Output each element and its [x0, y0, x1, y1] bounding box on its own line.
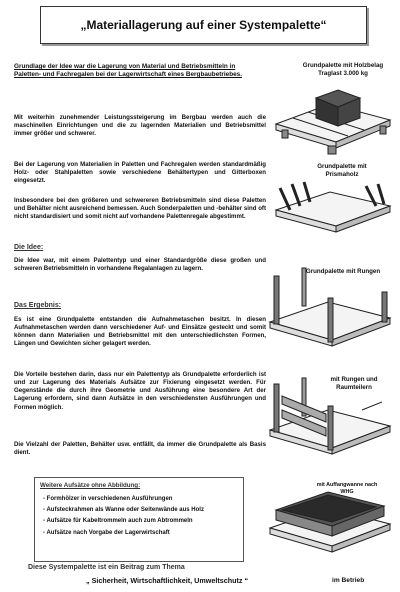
caption-pallet-wood: Grundpalette mit Holzbelag Traglast 3.000 kg — [302, 62, 384, 77]
pallet-dividers-illustration — [262, 370, 398, 458]
intro-text: Grundlage der Idee war die Lagerung von Material und Betriebsmitteln in Paletten- und Fachregalen bei der Lagerwirtschaft eines Bergbaubetriebes. — [14, 63, 242, 79]
paragraph-3: Insbesondere bei den größeren und schwereren Betriebsmitteln sind diese Paletten und Behälter nicht ausreichend bemessen. Auch Sonderpaletten und -behälter sind oft nicht standardisiert und somit nicht auf vorhandene Palettenregale abgestimmt. — [14, 197, 266, 221]
list-item: - Formhölzer in verschiedenen Ausführungen — [43, 494, 204, 505]
caption-collecting-tray: mit Auffangwanne nach WHG — [316, 482, 378, 495]
attachments-list — [43, 494, 204, 539]
pallet-wood-deck-illustration — [268, 82, 398, 157]
paragraph-1: Mit weiterhin zunehmender Leistungssteigerung im Bergbau werden auch die maschinellen Einrichtungen und die zu lagernden Materialien und Betriebsmittel immer größer und schwerer. — [14, 114, 266, 138]
footer-line-2: „ Sicherheit, Wirtschaftlichkeit, Umweltschutz “ — [86, 576, 249, 585]
idee-heading: Die Idee: — [14, 244, 44, 251]
list-item: - Aufsätze nach Vorgabe der Lagerwirtschaft — [43, 528, 204, 539]
caption-stakes-dividers: mit Rungen und Raumteilern — [330, 376, 378, 391]
idee-text: Die Idee war, mit einem Palettentyp und einer Standardgröße diese großen und schweren Betriebsmitteln in vorhandene Regalanlagen zu lagern. — [14, 257, 266, 273]
footer-line-3: im Betrieb — [332, 577, 365, 584]
title-box — [40, 6, 367, 44]
caption-pallet-prism: Grundpalette mit Prismaholz — [317, 163, 367, 178]
box-title: Weitere Aufsätze ohne Abbildung: — [40, 482, 141, 489]
ergebnis-heading: Das Ergebnis: — [14, 302, 62, 309]
footer-line-1: Diese Systempalette ist ein Beitrag zum Thema — [28, 564, 185, 571]
list-item: - Aufsteckrahmen als Wanne oder Seitenwände aus Holz — [43, 505, 204, 516]
ergebnis-paragraph-1: Es ist eine Grundpalette entstanden die Aufnahmetaschen besitzt. In diesen Aufnahmetaschen werden dann verschiedener Auf- und Einsätze gesteckt und somit können dann Materialien und Betriebsmittel mit den unterschiedlichsten Formen, Längen und Gewichten sicher gelagert werden. — [14, 316, 266, 348]
pallet-prism-illustration — [268, 180, 398, 240]
ergebnis-paragraph-2: Die Vorteile bestehen darin, dass nur ein Palettentyp als Grundpalette erforderlich ist und zur Lagerung des Materials Aufsätze zur Fixierung eingesetzt werden. Für Gegenstände die durch ihre Geometrie und Ausführung eine besondere Art der Lagerung erfordern, sind dann Aufsätze in den verschiedensten Ausführungen und Formen möglich. — [14, 371, 266, 411]
paragraph-2: Bei der Lagerung von Materialien in Paletten und Fachregalen werden standardmäßig Holz- oder Stahlpaletten sowie verschiedene Behältertypen und Gitterboxen eingesetzt. — [14, 161, 266, 185]
further-attachments-box — [34, 477, 244, 562]
ergebnis-paragraph-3: Die Vielzahl der Paletten, Behälter usw. entfällt, da immer die Grundpalette als Basis dient. — [14, 441, 266, 457]
pallet-stakes-illustration — [262, 262, 398, 350]
pallet-tray-illustration — [262, 472, 398, 558]
document-title: „Materiallagerung auf einer Systempalette“ — [80, 18, 327, 32]
list-item: - Aufsätze für Kabeltrommeln auch zum Abtrommeln — [43, 516, 204, 527]
caption-pallet-stakes: Grundpalette mit Rungen — [305, 268, 381, 275]
